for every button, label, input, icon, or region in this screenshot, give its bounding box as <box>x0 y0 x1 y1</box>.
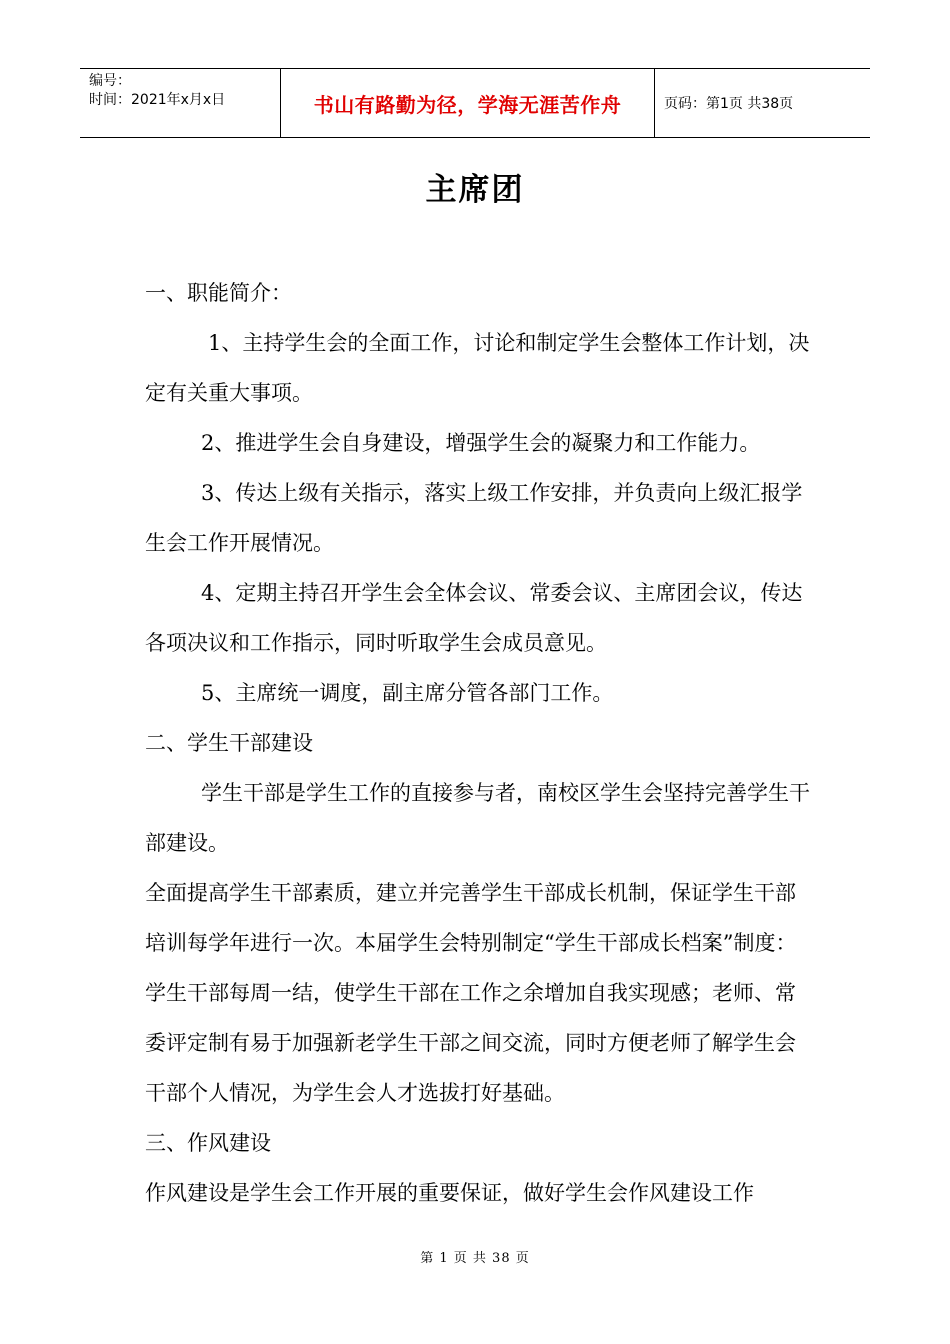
function-item-2: 2、推进学生会自身建设，增强学生会的凝聚力和工作能力。 <box>201 431 761 455</box>
document-body <box>145 268 810 1218</box>
function-item-3: 3、传达上级有关指示，落实上级工作安排，并负责向上级汇报学生会工作开展情况。 <box>145 481 803 555</box>
header-page-info <box>654 69 870 137</box>
page-footer: 第 1 页 共 38 页 <box>420 1251 530 1266</box>
motto-text: 书山有路勤为径，学海无涯苦作舟 <box>313 92 622 117</box>
page-info-text: 页码：第1页 共38页 <box>664 96 794 112</box>
function-item-5: 5、主席统一调度，副主席分管各部门工作。 <box>201 681 614 705</box>
cadre-paragraph-2: 全面提高学生干部素质，建立并完善学生干部成长机制，保证学生干部培训每学年进行一次。本届学生会特别制定“学生干部成长档案”制度：学生干部每周一结，使学生干部在工作之余增加自我实现感；老师、常委评定制有易于加强新老学生干部之间交流，同时方便老师了解学生会干部个人情况，为学生会人才选拔打好基础。 <box>145 881 797 1105</box>
section-heading-1: 一、职能简介： <box>145 281 292 305</box>
function-item-4: 4、定期主持召开学生会全体会议、常委会议、主席团会议，传达各项决议和工作指示，同时听取学生会成员意见。 <box>145 581 803 655</box>
header-meta <box>80 69 280 137</box>
document-header <box>80 68 870 138</box>
section-heading-2: 二、学生干部建设 <box>145 731 313 755</box>
function-item-1: 1、主持学生会的全面工作，讨论和制定学生会整体工作计划，决定有关重大事项。 <box>145 331 810 405</box>
number-label: 编号： <box>89 73 131 89</box>
header-motto-cell <box>280 69 655 137</box>
page-title: 主席团 <box>425 172 525 208</box>
style-paragraph-1: 作风建设是学生会工作开展的重要保证，做好学生会作风建设工作 <box>145 1181 754 1205</box>
time-label: 时间：2021年x月x日 <box>89 92 226 108</box>
section-heading-3: 三、作风建设 <box>145 1131 271 1155</box>
cadre-paragraph-1: 学生干部是学生工作的直接参与者，南校区学生会坚持完善学生干部建设。 <box>145 781 810 855</box>
